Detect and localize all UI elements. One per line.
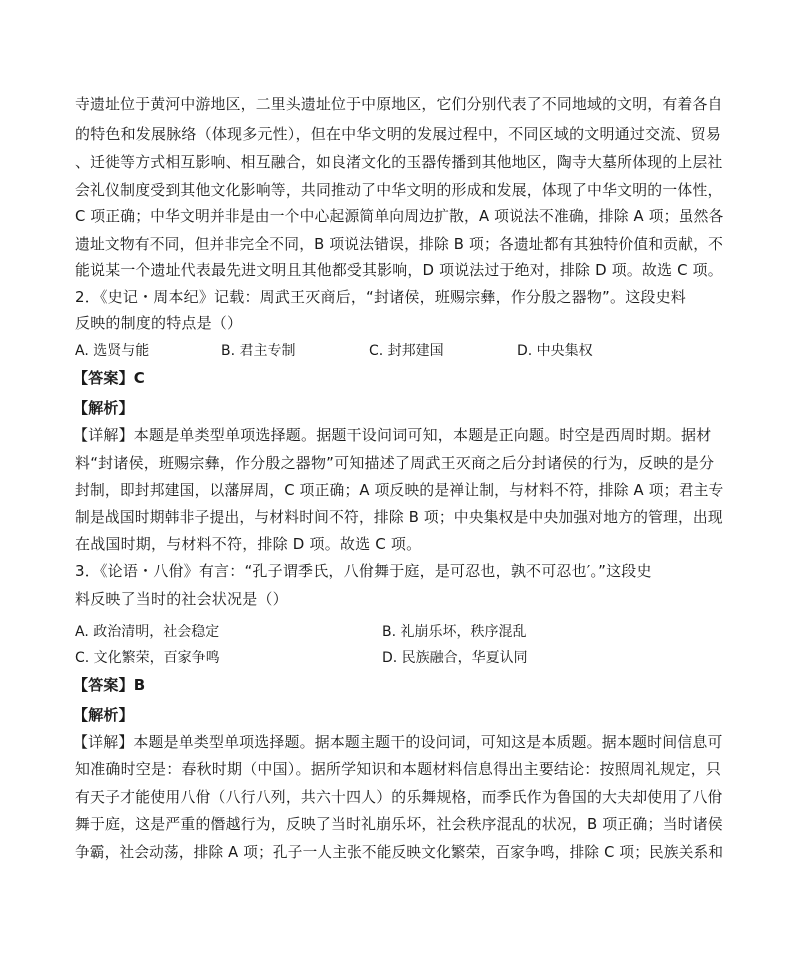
q3-option-a: A. 政治清明，社会稳定 <box>75 624 220 640</box>
q3-option-d: D. 民族融合，华夏认同 <box>382 650 528 666</box>
q2-detail-line: 在战国时期，与材料不符，排除 D 项。故选 C 项。 <box>75 535 422 553</box>
question-2-stem: 2．《史记・周本纪》记载：周武王灭商后，“封诸侯，班赐宗彝，作分殷之器物”。这段史料 <box>75 288 686 306</box>
q2-detail-line: 【详解】本题是单类型单项选择题。据题干设问词可知，本题是正向题。时空是西周时期。据材 <box>73 426 712 444</box>
passage-line: 、迁徙等方式相互影响、相互融合，如良渚文化的玉器传播到其他地区，陶寺大墓所体现的上层社 <box>75 153 723 171</box>
q3-detail-line: 舞于庭，这是严重的僭越行为，反映了当时礼崩乐坏，社会秩序混乱的状况，B 项正确；当时诸侯 <box>75 815 723 833</box>
passage-line: 能说某一个遗址代表最先进文明且其他都受其影响，D 项说法过于绝对，排除 D 项。故选 C 项。 <box>75 261 723 279</box>
q2-detail-line: 料“封诸侯，班赐宗彝，作分殷之器物”可知描述了周武王灭商之后分封诸侯的行为，反映的是分 <box>75 454 715 472</box>
passage-line: 遗址文物有不同，但并非完全不同，B 项说法错误，排除 B 项；各遗址都有其独特价值和贡献，不 <box>75 235 724 253</box>
q2-analysis-label: 【解析】 <box>73 399 134 417</box>
passage-line: 寺遗址位于黄河中游地区，二里头遗址位于中原地区，它们分别代表了不同地域的文明，有着各自 <box>75 95 723 113</box>
passage-line: C 项正确；中华文明并非是由一个中心起源简单向周边扩散，A 项说法不准确，排除 A 项；虽然各 <box>75 207 724 225</box>
question-2-stem: 反映的制度的特点是（） <box>75 314 243 332</box>
q3-answer: 【答案】B <box>73 676 146 694</box>
q3-analysis-label: 【解析】 <box>73 706 134 724</box>
q2-option-b: B. 君主专制 <box>221 343 296 359</box>
q3-detail-line: 【详解】本题是单类型单项选择题。据本题主题干的设问词，可知这是本质题。据本题时间信息可 <box>73 733 723 751</box>
q2-option-c: C. 封邦建国 <box>369 343 444 359</box>
q2-detail-line: 制是战国时期韩非子提出，与材料时间不符，排除 B 项；中央集权是中央加强对地方的管理，出现 <box>75 508 723 526</box>
passage-line: 会礼仪制度受到其他文化影响等，共同推动了中华文明的形成和发展，体现了中华文明的一体性， <box>75 181 723 199</box>
q3-option-c: C. 文化繁荣，百家争鸣 <box>75 650 220 666</box>
q2-option-a: A. 选贤与能 <box>75 343 150 359</box>
q3-detail-line: 知准确时空是：春秋时期（中国）。据所学知识和本题材料信息得出主要结论：按照周礼规定，只 <box>75 760 722 778</box>
question-3-stem: 料反映了当时的社会状况是（） <box>75 590 288 608</box>
passage-line: 的特色和发展脉络（体现多元性），但在中华文明的发展过程中，不同区域的文明通过交流、贸易 <box>75 125 722 143</box>
q3-detail-line: 有天子才能使用八佾（八行八列，共六十四人）的乐舞规格，而季氏作为鲁国的大夫却使用了八佾 <box>75 788 723 806</box>
q3-option-b: B. 礼崩乐坏，秩序混乱 <box>382 624 527 640</box>
question-3-stem: 3．《论语・八佾》有言：“孔子谓季氏，八佾舞于庭，是可忍也，孰不可忍也′。”这段史 <box>75 562 652 580</box>
q2-answer: 【答案】C <box>73 369 146 387</box>
q2-option-d: D. 中央集权 <box>517 343 593 359</box>
q2-detail-line: 封制，即封邦建国，以藩屏周，C 项正确；A 项反映的是禅让制，与材料不符，排除 A 项；君主专 <box>75 481 724 499</box>
q3-detail-line: 争霸，社会动荡，排除 A 项；孔子一人主张不能反映文化繁荣，百家争鸣，排除 C 项；民族关系和 <box>75 843 724 861</box>
